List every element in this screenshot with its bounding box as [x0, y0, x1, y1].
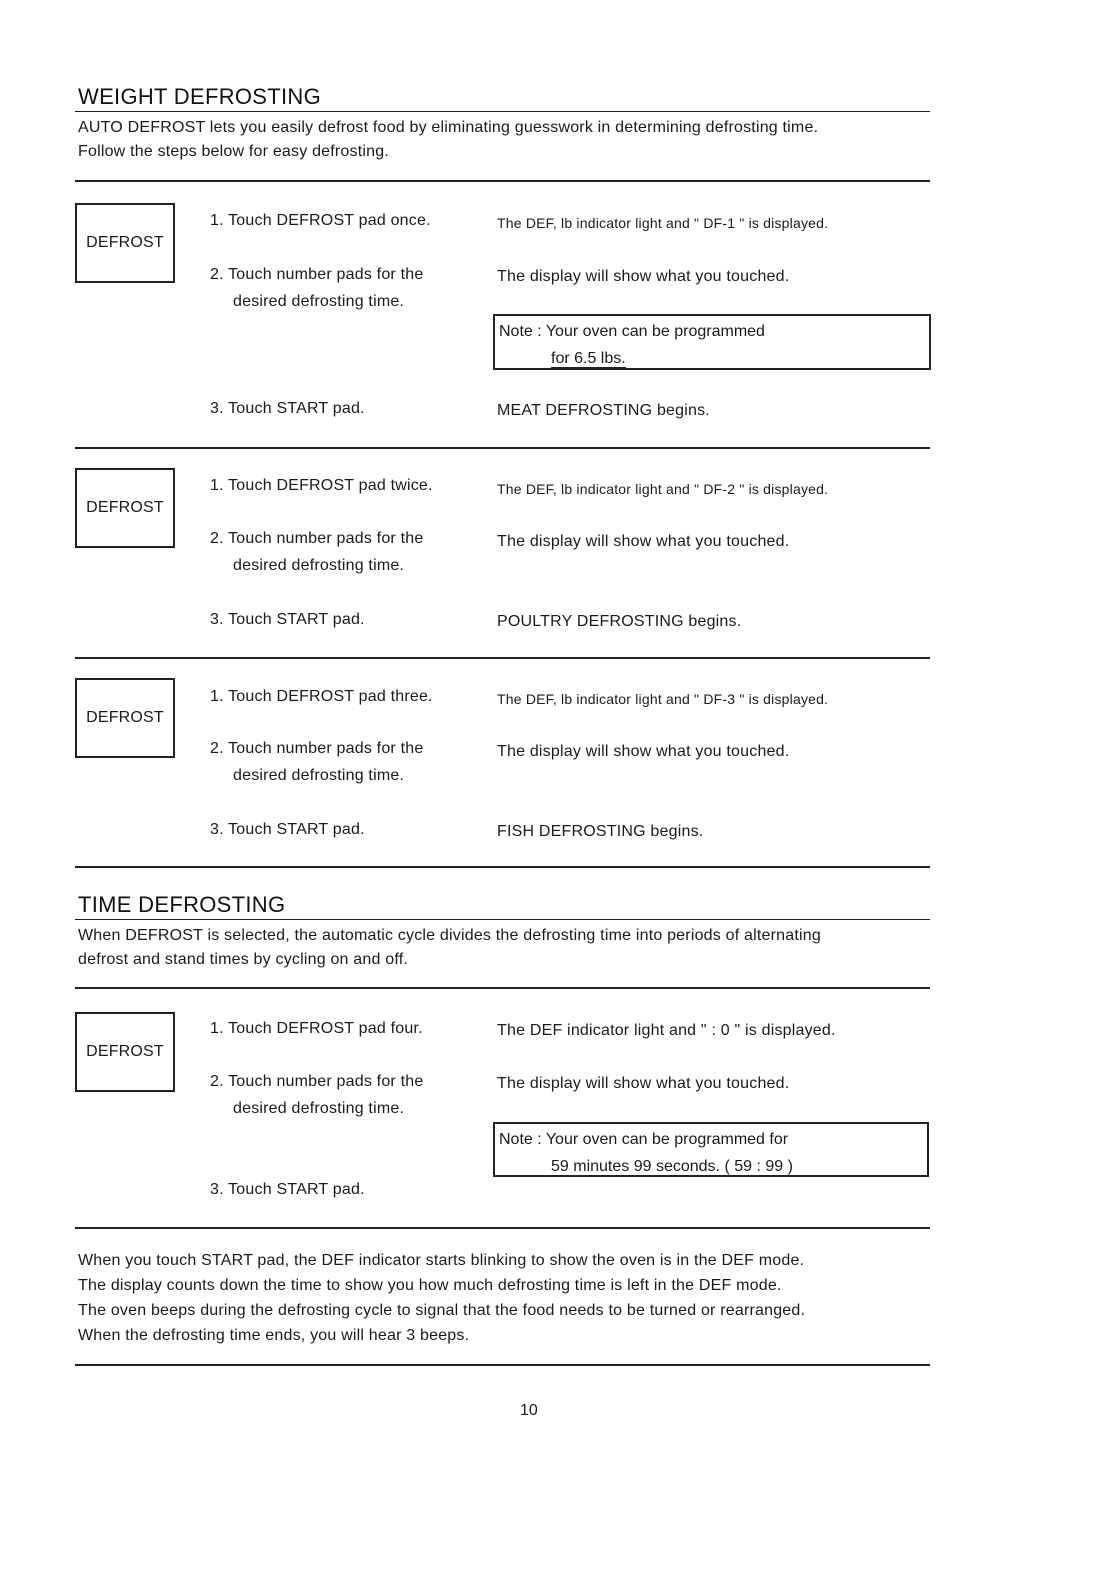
weight-heading-rule [75, 111, 930, 112]
fish-step-1: 1. Touch DEFROST pad three. [210, 688, 433, 705]
closing-line-3: The oven beeps during the defrosting cycle to signal that the food needs to be turned or rearranged. [78, 1302, 806, 1319]
time-response-1: The DEF indicator light and " : 0 " is displayed. [497, 1022, 836, 1039]
time-step-3: 3. Touch START pad. [210, 1181, 365, 1198]
page-number: 10 [520, 1402, 538, 1419]
poultry-response-2: The display will show what you touched. [497, 533, 790, 550]
meat-step-1: 1. Touch DEFROST pad once. [210, 212, 431, 229]
poultry-step-1: 1. Touch DEFROST pad twice. [210, 477, 433, 494]
weight-intro-line-1: AUTO DEFROST lets you easily defrost food by eliminating guesswork in determining defrosting time. [78, 119, 819, 136]
weight-intro-line-2: Follow the steps below for easy defrosting. [78, 143, 389, 160]
fish-step-2: 2. Touch number pads for the [210, 740, 424, 757]
closing-line-2: The display counts down the time to show you how much defrosting time is left in the DEF mode. [78, 1277, 782, 1294]
fish-response-3: FISH DEFROSTING begins. [497, 823, 704, 840]
time-note-line-1: Note : Your oven can be programmed for [499, 1131, 789, 1148]
meat-step-2-cont: desired defrosting time. [233, 293, 405, 310]
defrost-pad-meat[interactable]: DEFROST [75, 203, 175, 283]
time-step-2-cont: desired defrosting time. [233, 1100, 405, 1117]
poultry-response-3: POULTRY DEFROSTING begins. [497, 613, 742, 630]
weight-note-box [493, 314, 931, 370]
section-divider [75, 657, 930, 659]
poultry-response-1: The DEF, lb indicator light and " DF-2 " is displayed. [497, 481, 829, 497]
time-defrosting-heading: TIME DEFROSTING [78, 892, 286, 917]
fish-response-1: The DEF, lb indicator light and " DF-3 " is displayed. [497, 691, 829, 707]
section-divider [75, 987, 930, 989]
defrost-pad-poultry[interactable]: DEFROST [75, 468, 175, 548]
section-divider [75, 866, 930, 868]
poultry-step-2-cont: desired defrosting time. [233, 557, 405, 574]
closing-line-4: When the defrosting time ends, you will hear 3 beeps. [78, 1327, 470, 1344]
weight-note-line-1: Note : Your oven can be programmed [499, 323, 765, 340]
fish-step-2-cont: desired defrosting time. [233, 767, 405, 784]
meat-step-2: 2. Touch number pads for the [210, 266, 424, 283]
closing-line-1: When you touch START pad, the DEF indicator starts blinking to show the oven is in the DEF mode. [78, 1252, 805, 1269]
time-intro-line-2: defrost and stand times by cycling on and off. [78, 951, 408, 968]
time-response-2: The display will show what you touched. [497, 1075, 790, 1092]
fish-response-2: The display will show what you touched. [497, 743, 790, 760]
weight-note-line-2: for 6.5 lbs. [551, 350, 626, 367]
poultry-step-2: 2. Touch number pads for the [210, 530, 424, 547]
defrost-pad-fish[interactable]: DEFROST [75, 678, 175, 758]
section-divider [75, 1227, 930, 1229]
meat-response-1: The DEF, lb indicator light and " DF-1 " is displayed. [497, 215, 829, 231]
fish-step-3: 3. Touch START pad. [210, 821, 365, 838]
section-divider [75, 180, 930, 182]
time-intro-line-1: When DEFROST is selected, the automatic cycle divides the defrosting time into periods of alternating [78, 927, 821, 944]
time-heading-rule [75, 919, 930, 920]
meat-response-2: The display will show what you touched. [497, 268, 790, 285]
time-step-2: 2. Touch number pads for the [210, 1073, 424, 1090]
section-divider [75, 1364, 930, 1366]
weight-defrosting-heading: WEIGHT DEFROSTING [78, 84, 322, 109]
meat-response-3: MEAT DEFROSTING begins. [497, 402, 710, 419]
defrost-pad-time[interactable]: DEFROST [75, 1012, 175, 1092]
meat-step-3: 3. Touch START pad. [210, 400, 365, 417]
poultry-step-3: 3. Touch START pad. [210, 611, 365, 628]
time-step-1: 1. Touch DEFROST pad four. [210, 1020, 423, 1037]
section-divider [75, 447, 930, 449]
time-note-line-2: 59 minutes 99 seconds. ( 59 : 99 ) [551, 1158, 793, 1175]
time-note-box [493, 1122, 929, 1177]
